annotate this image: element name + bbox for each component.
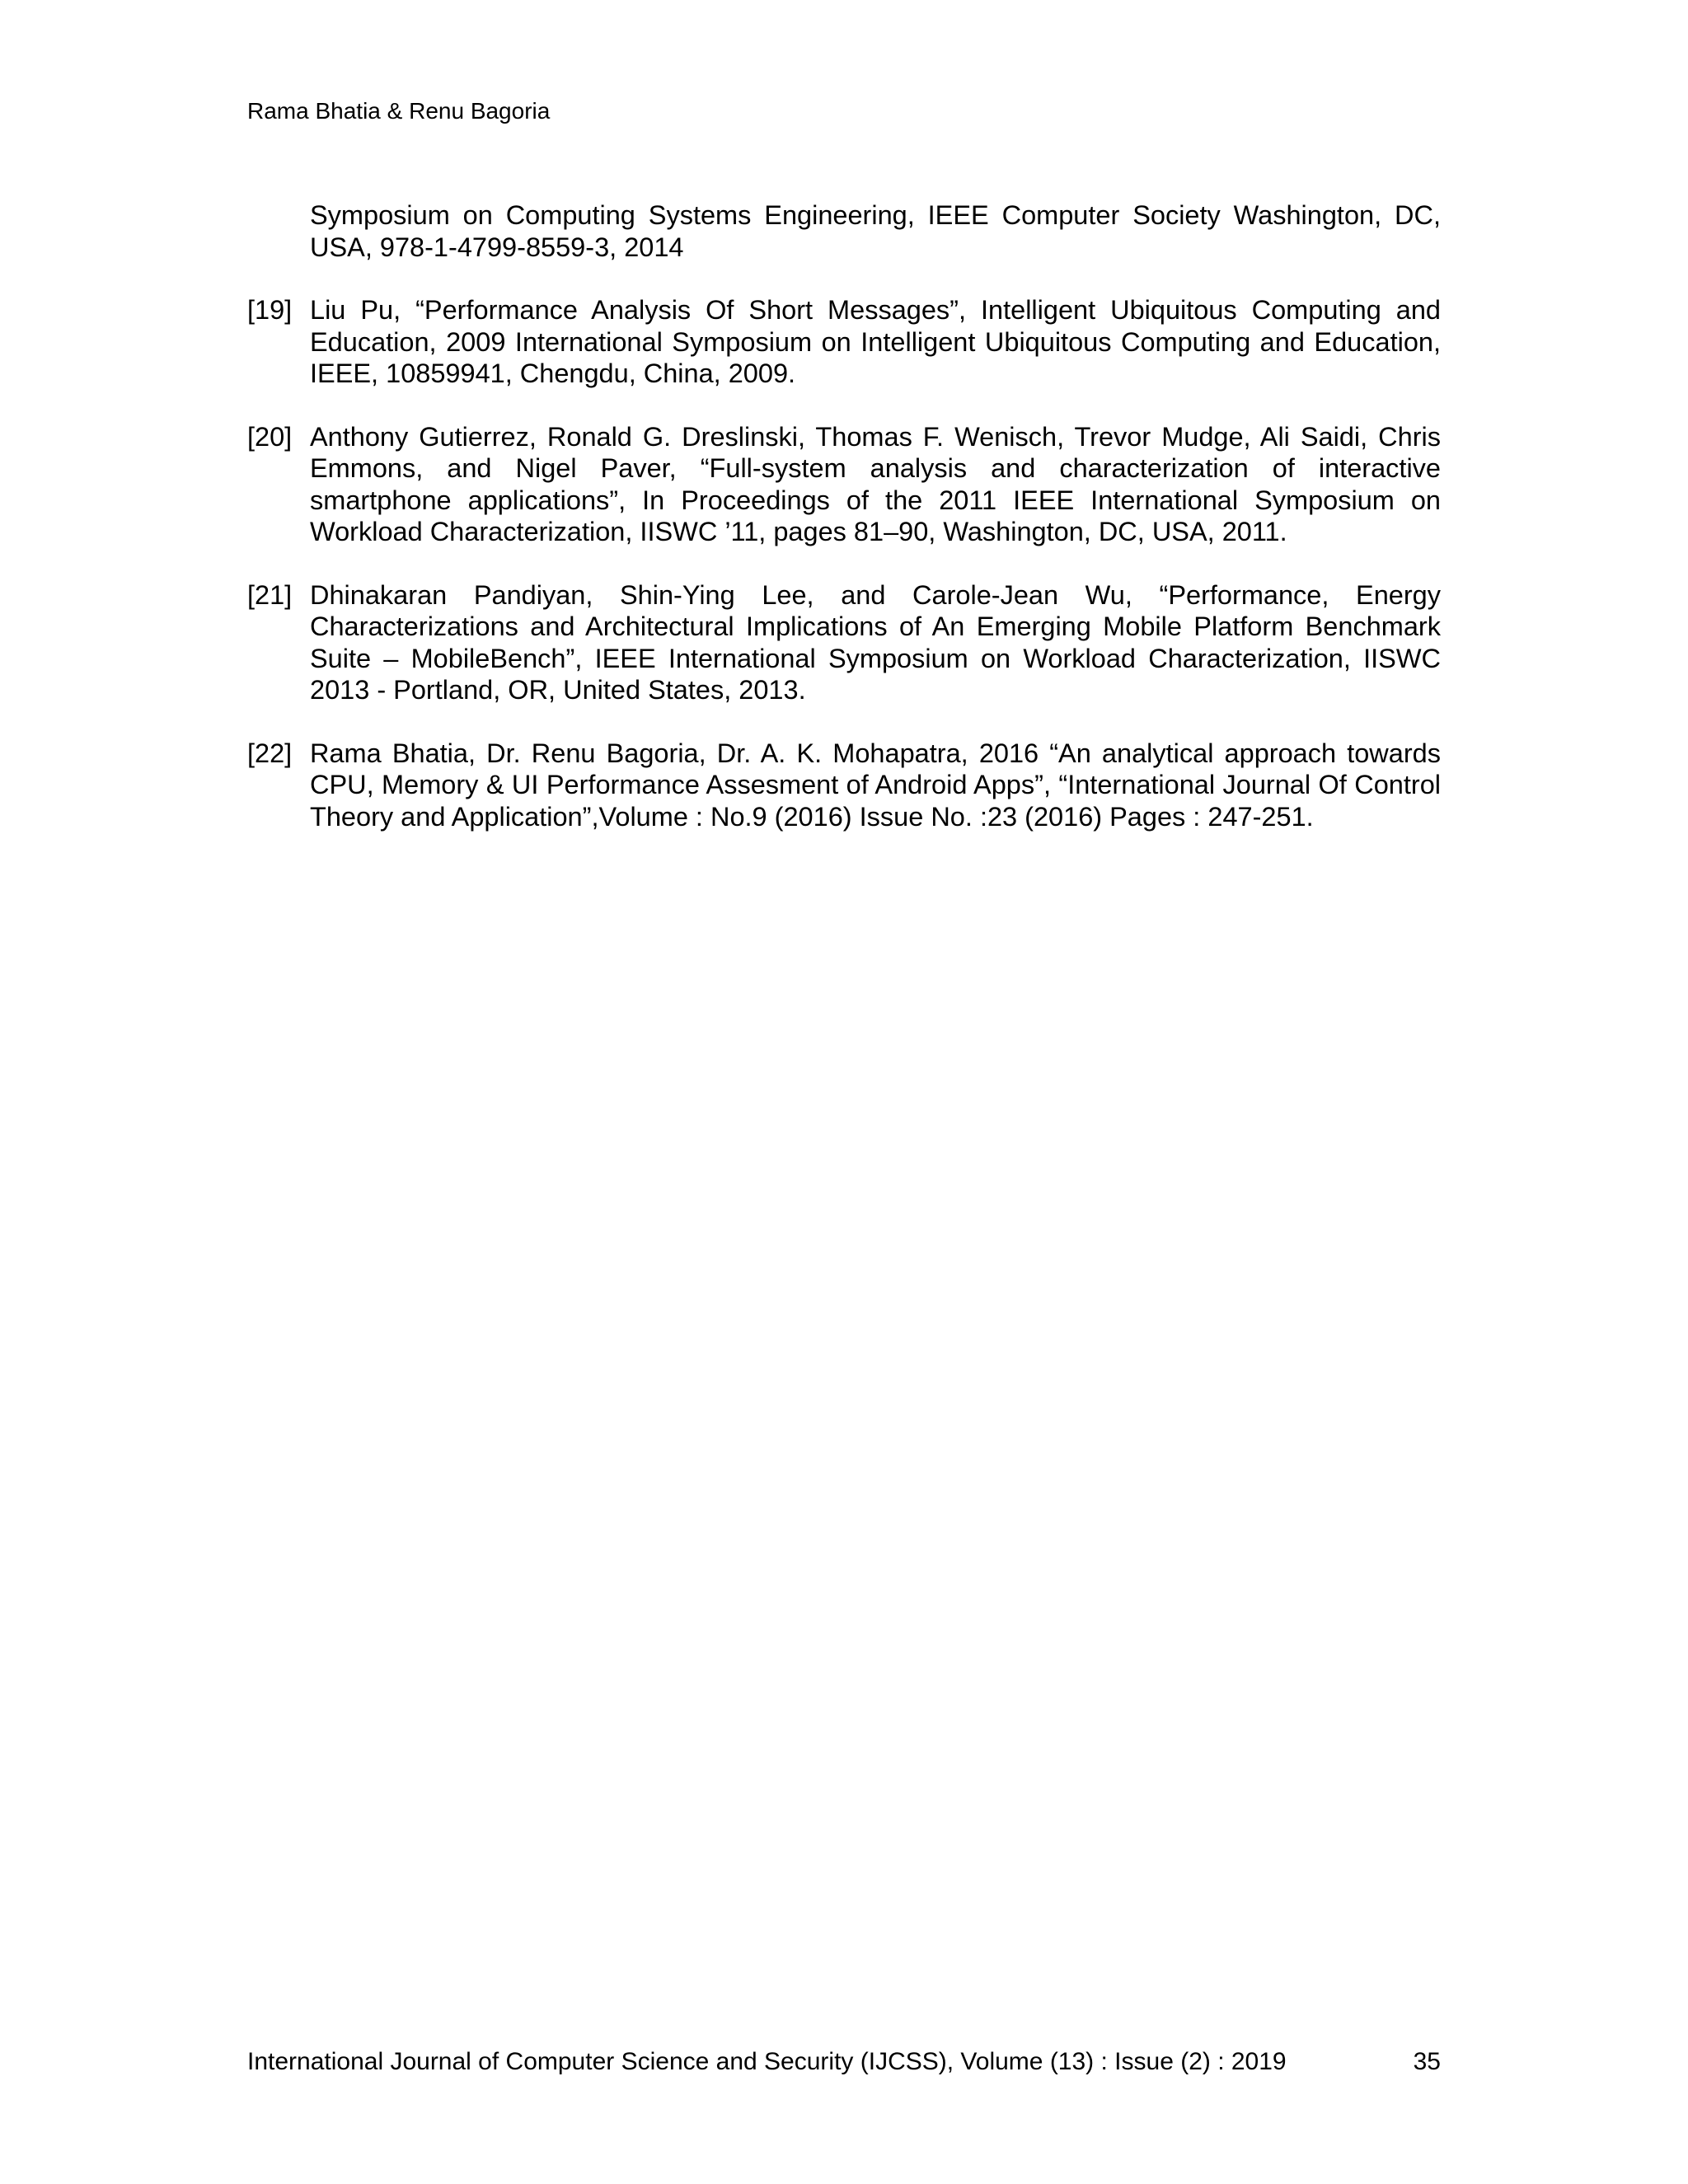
reference-entry-continued — [247, 199, 1441, 263]
reference-list — [247, 199, 1441, 864]
reference-number: [22] — [247, 738, 293, 768]
reference-text: Liu Pu, “Performance Analysis Of Short Messages”, Intelligent Ubiquitous Computing and Education, 2009 International Symposium on Intelligent Ubiquitous Computing and Education, IEEE, 10859941, Chengdu, China, 2009. — [310, 295, 1441, 388]
reference-text: Rama Bhatia, Dr. Renu Bagoria, Dr. A. K. Mohapatra, 2016 “An analytical approach towards CPU, Memory & UI Performance Assesment of Android Apps”, “International Journal Of Control Theory and Application”,Volume : No.9 (2016) Issue No. :23 (2016) Pages : 247-251. — [310, 738, 1441, 832]
reference-text: Anthony Gutierrez, Ronald G. Dreslinski, Thomas F. Wenisch, Trevor Mudge, Ali Saidi, Chris Emmons, and Nigel Paver, “Full-system analysis and characterization of interactive smartphone applications”, In Proceedings of the 2011 IEEE International Symposium on Workload Characterization, IISWC ’11, pages 81–90, Washington, DC, USA, 2011. — [310, 421, 1441, 546]
running-footer — [247, 2047, 1441, 2077]
reference-number: [21] — [247, 579, 293, 610]
page-number: 35 — [1413, 2048, 1441, 2075]
reference-text: Symposium on Computing Systems Engineering, IEEE Computer Society Washington, DC, USA, 978-1-4799-8559-3, 2014 — [310, 200, 1441, 262]
reference-number: [19] — [247, 295, 293, 325]
running-header-authors: Rama Bhatia & Renu Bagoria — [247, 98, 551, 124]
reference-entry-21 — [247, 579, 1441, 706]
reference-text: Dhinakaran Pandiyan, Shin-Ying Lee, and Carole-Jean Wu, “Performance, Energy Characterizations and Architectural Implications of An Emerging Mobile Platform Benchmark Suite – MobileBench”, IEEE International Symposium on Workload Characterization, IISWC 2013 - Portland, OR, United States, 2013. — [310, 579, 1441, 705]
reference-number: [20] — [247, 421, 293, 452]
reference-entry-22 — [247, 738, 1441, 833]
reference-entry-19 — [247, 294, 1441, 390]
reference-entry-20 — [247, 421, 1441, 548]
footer-journal-citation: International Journal of Computer Science and Security (IJCSS), Volume (13) : Issue (2) : 2019 — [247, 2048, 1287, 2075]
